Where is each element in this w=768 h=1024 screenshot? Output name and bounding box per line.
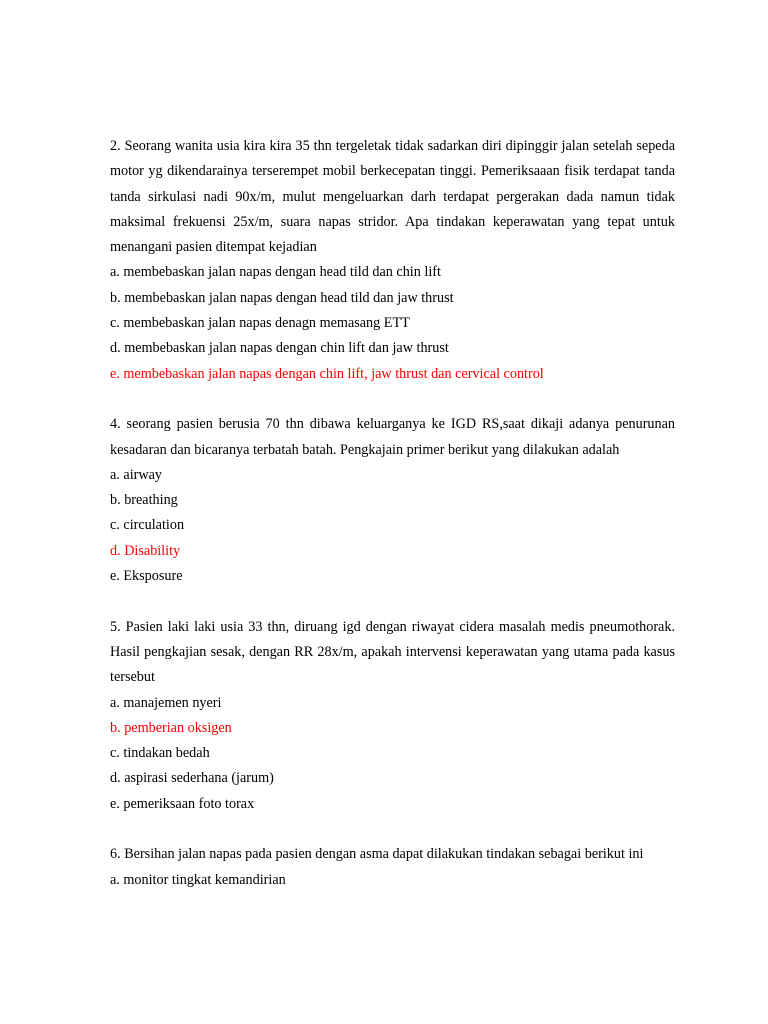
question-stem: 5. Pasien laki laki usia 33 thn, diruang igd dengan riwayat cidera masalah medis pneumothorak. Hasil pengkajian sesak, dengan RR 28x/m, apakah intervensi keperawatan yang utama pada kasus tersebut (110, 618, 675, 686)
option-c: c. tindakan bedah (110, 745, 210, 762)
option-b: b. membebaskan jalan napas dengan head tild dan jaw thrust (110, 289, 454, 306)
question-stem: 6. Bersihan jalan napas pada pasien dengan asma dapat dilakukan tindakan sebagai berikut ini (110, 846, 644, 863)
question-6 (110, 842, 675, 893)
option-c: c. membebaskan jalan napas denagn memasang ETT (110, 315, 410, 332)
option-a: a. manajemen nyeri (110, 694, 222, 711)
question-2 (110, 134, 675, 387)
option-d-correct-answer: d. Disability (110, 542, 181, 559)
question-stem: 4. seorang pasien berusia 70 thn dibawa keluarganya ke IGD RS,saat dikaji adanya penurunan kesadaran dan bicaranya terbatah batah. Pengkajain primer berikut yang dilakukan adalah (110, 416, 675, 458)
option-a: a. airway (110, 466, 162, 483)
option-e: e. pemeriksaan foto torax (110, 795, 255, 812)
question-4 (110, 412, 675, 589)
option-e-correct-answer: e. membebaskan jalan napas dengan chin lift, jaw thrust dan cervical control (110, 365, 544, 382)
option-b: b. breathing (110, 492, 178, 509)
document-content (110, 134, 675, 918)
question-5 (110, 615, 675, 817)
option-b-correct-answer: b. pemberian oksigen (110, 719, 232, 736)
option-a: a. membebaskan jalan napas dengan head tild dan chin lift (110, 264, 441, 281)
option-d: d. membebaskan jalan napas dengan chin lift dan jaw thrust (110, 340, 449, 357)
option-e: e. Eksposure (110, 568, 183, 585)
option-a: a. monitor tingkat kemandirian (110, 871, 286, 888)
option-d: d. aspirasi sederhana (jarum) (110, 770, 274, 787)
option-c: c. circulation (110, 517, 185, 534)
question-stem: 2. Seorang wanita usia kira kira 35 thn tergeletak tidak sadarkan diri dipinggir jalan setelah sepeda motor yg dikendarainya terserempet mobil berkecepatan tinggi. Pemeriksaaan fisik terdapat tanda tanda sirkulasi nadi 90x/m, mulut mengeluarkan darh terdapat pergerakan dada namun tidak maksimal frekuensi 25x/m, suara napas stridor. Apa tindakan keperawatan yang tepat untuk menangani pasien ditempat kejadian (110, 138, 675, 256)
